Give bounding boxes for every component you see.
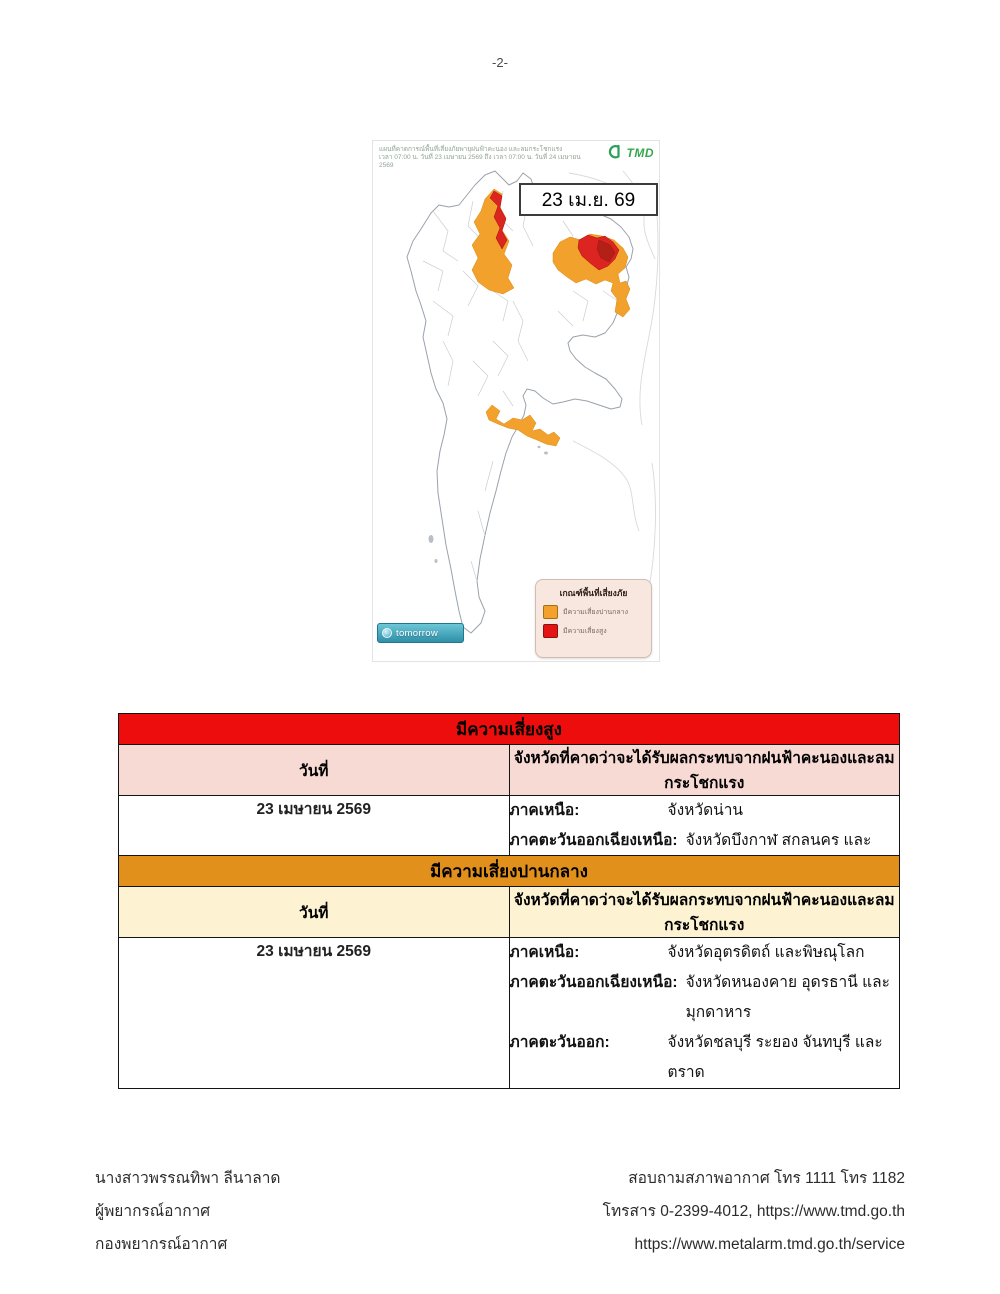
high-risk-swatch-icon: [543, 624, 558, 638]
contact-fax-web: โทรสาร 0-2399-4012, https://www.tmd.go.th: [602, 1203, 905, 1220]
region-provinces: จังหวัดบึงกาฬ สกลนคร และ: [685, 832, 872, 849]
medium-risk-swatch-icon: [543, 605, 558, 619]
region-line: [510, 968, 900, 1028]
legend-label-medium: มีความเสี่ยงปานกลาง: [563, 608, 628, 616]
footer-contact-block: [603, 1162, 905, 1261]
region-label: ภาคเหนือ:: [509, 944, 580, 961]
region-line: [510, 1028, 900, 1088]
region-line: [510, 938, 900, 968]
provinces-cell: [509, 938, 900, 1089]
forecaster-division: กองพยากรณ์อากาศ: [95, 1236, 228, 1253]
table-row: [119, 887, 900, 938]
tomorrow-dot-icon: [382, 628, 392, 638]
map-title-block: [379, 146, 589, 170]
region-label: ภาคตะวันออกเฉียงเหนือ:: [509, 832, 678, 849]
map-date-label: 23 เม.ย. 69: [541, 189, 636, 211]
region-provinces: จังหวัดชลบุรี ระยอง จันทบุรี และตราด: [667, 1034, 883, 1081]
region-provinces: จังหวัดน่าน: [667, 802, 744, 819]
forecaster-name: นางสาวพรรณทิพา ลีนาลาด: [95, 1170, 281, 1187]
region-label: ภาคเหนือ:: [509, 802, 580, 819]
tomorrow-button-label: tomorrow: [396, 627, 438, 639]
region-provinces: จังหวัดหนองคาย อุดรธานี และมุกดาหาร: [685, 974, 890, 1021]
page-number: -2-: [492, 55, 508, 70]
map-date-box: [519, 183, 658, 216]
region-line: [510, 796, 900, 826]
tomorrow-button[interactable]: [377, 623, 464, 643]
map-legend: [535, 579, 652, 658]
map-logos: [605, 144, 655, 162]
contact-phone: สอบถามสภาพอากาศ โทร 1111 โทร 1182: [628, 1170, 905, 1187]
legend-item-medium: [543, 605, 644, 619]
contact-metalarm-url: https://www.metalarm.tmd.go.th/service: [634, 1236, 905, 1253]
forecaster-title: ผู้พยากรณ์อากาศ: [95, 1203, 211, 1220]
region-label: ภาคตะวันออก:: [509, 1034, 610, 1051]
table-row: [119, 938, 900, 1089]
provinces-column-header: จังหวัดที่คาดว่าจะได้รับผลกระทบจากฝนฟ้าคะนองและลมกระโชกแรง: [509, 887, 900, 938]
tmd-swirl-icon: [605, 144, 623, 162]
table-row: [119, 714, 900, 745]
risk-map-panel: [372, 140, 660, 662]
date-cell: 23 เมษายน 2569: [119, 938, 510, 1089]
table-row: [119, 856, 900, 887]
legend-item-high: [543, 624, 644, 638]
high-risk-table-title: มีความเสี่ยงสูง: [119, 714, 900, 745]
date-column-header: วันที่: [119, 887, 510, 938]
map-title-line1: แผนที่คาดการณ์พื้นที่เสี่ยงภัยพายุฝนฟ้าคะนอง และลมกระโชกแรง: [379, 146, 563, 153]
provinces-column-header: จังหวัดที่คาดว่าจะได้รับผลกระทบจากฝนฟ้าคะนองและลมกระโชกแรง: [509, 745, 900, 796]
tmd-logo-text: TMD: [626, 146, 654, 160]
map-title-line2: เวลา 07:00 น. วันที่ 23 เมษายน 2569 ถึง เวลา 07:00 น. วันที่ 24 เมษายน 2569: [379, 154, 581, 169]
date-column-header: วันที่: [119, 745, 510, 796]
table-row: [119, 745, 900, 796]
medium-risk-table: [118, 855, 900, 1089]
legend-title: เกณฑ์พื้นที่เสี่ยงภัย: [559, 588, 628, 598]
region-label: ภาคตะวันออกเฉียงเหนือ:: [509, 974, 678, 991]
medium-risk-table-title: มีความเสี่ยงปานกลาง: [119, 856, 900, 887]
region-provinces: จังหวัดอุตรดิตถ์ และพิษณุโลก: [667, 944, 865, 961]
date-cell: 23 เมษายน 2569: [119, 796, 510, 887]
footer-forecaster-block: [95, 1162, 281, 1261]
legend-label-high: มีความเสี่ยงสูง: [563, 627, 607, 635]
